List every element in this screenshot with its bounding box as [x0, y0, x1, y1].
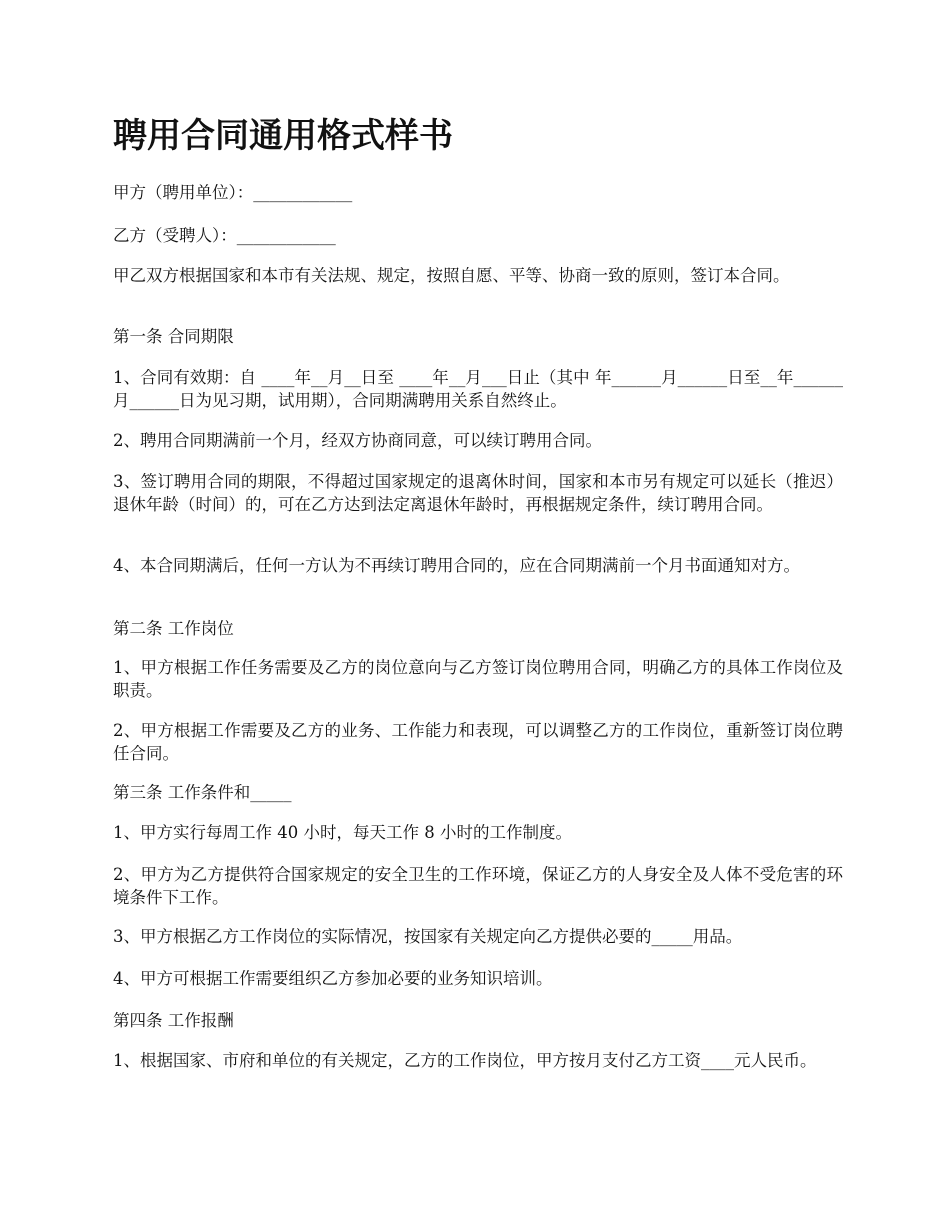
article-4-clause-1: 1、根据国家、市府和单位的有关规定，乙方的工作岗位，甲方按月支付乙方工资____元人民币。 — [113, 1051, 817, 1070]
article-3-clause-1: 1、甲方实行每周工作 40 小时，每天工作 8 小时的工作制度。 — [113, 823, 572, 842]
document-title: 聘用合同通用格式样书 — [113, 116, 453, 156]
article-3-clause-3: 3、甲方根据乙方工作岗位的实际情况，按国家有关规定向乙方提供必要的_____用品。 — [113, 927, 743, 946]
party-b-line: 乙方（受聘人）：____________ — [113, 226, 336, 245]
party-a-line: 甲方（聘用单位）：____________ — [113, 183, 353, 202]
article-2-clause-1: 1、甲方根据工作任务需要及乙方的岗位意向与乙方签订岗位聘用合同，明确乙方的具体工作岗位及职责。 — [113, 658, 843, 700]
article-4-heading: 第四条 工作报酬 — [113, 1011, 234, 1030]
article-1-clause-2: 2、聘用合同期满前一个月，经双方协商同意，可以续订聘用合同。 — [113, 431, 602, 450]
article-1-clause-4: 4、本合同期满后，任何一方认为不再续订聘用合同的，应在合同期满前一个月书面通知对方。 — [113, 556, 800, 575]
article-2-clause-2: 2、甲方根据工作需要及乙方的业务、工作能力和表现，可以调整乙方的工作岗位，重新签订岗位聘任合同。 — [113, 721, 843, 763]
article-1-clause-3: 3、签订聘用合同的期限，不得超过国家规定的退离休时间，国家和本市另有规定可以延长（推迟）退休年龄（时间）的，可在乙方达到法定离退休年龄时，再根据规定条件，续订聘用合同。 — [113, 472, 843, 514]
article-3-clause-4: 4、甲方可根据工作需要组织乙方参加必要的业务知识培训。 — [113, 969, 553, 988]
article-1-clause-1: 1、合同有效期：自 ____年__月__日至 ____年__月___日止（其中 年______月______日至__年______月______日为见习期，试用期），合同期满聘用关系自然终止。 — [113, 368, 843, 410]
article-3-heading: 第三条 工作条件和_____ — [113, 783, 292, 802]
article-3-clause-2: 2、甲方为乙方提供符合国家规定的安全卫生的工作环境，保证乙方的人身安全及人体不受危害的环境条件下工作。 — [113, 865, 843, 907]
article-1-heading: 第一条 合同期限 — [113, 327, 234, 346]
preamble-paragraph: 甲乙双方根据国家和本市有关法规、规定，按照自愿、平等、协商一致的原则，签订本合同。 — [113, 266, 790, 285]
article-2-heading: 第二条 工作岗位 — [113, 619, 234, 638]
